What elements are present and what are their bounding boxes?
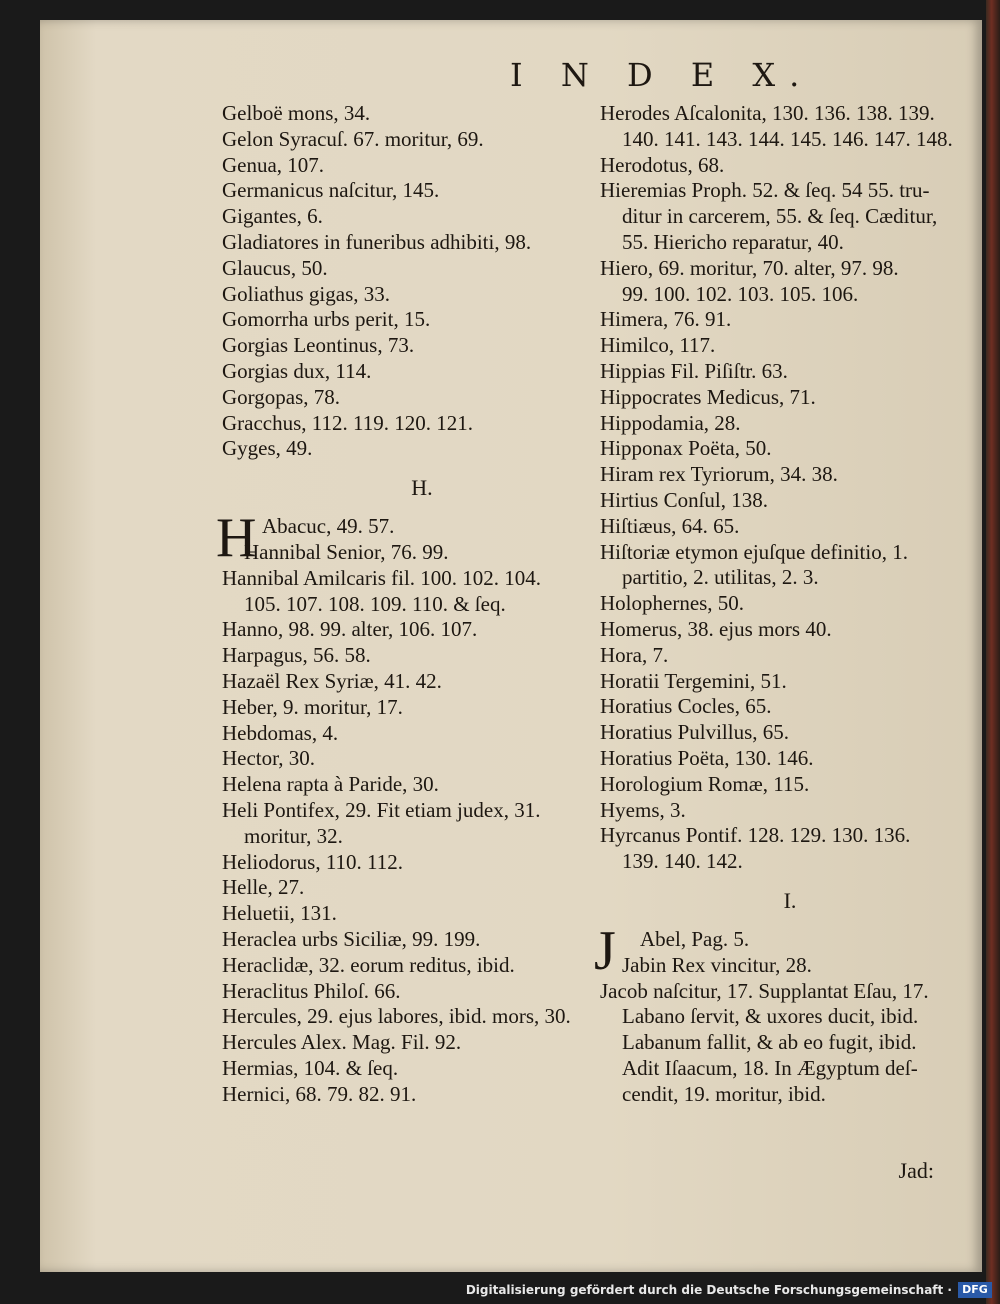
drop-cap: H xyxy=(216,507,257,570)
index-entry: Hieremias Proph. 52. & ſeq. 54 55. tru- xyxy=(600,178,930,203)
index-entry: 140. 141. 143. 144. 145. 146. 147. 148. xyxy=(622,126,953,151)
book-page xyxy=(40,20,982,1272)
index-entry: Gigantes, 6. xyxy=(222,204,323,229)
index-entry: 105. 107. 108. 109. 110. & ſeq. xyxy=(244,591,506,616)
index-entry: Gracchus, 112. 119. 120. 121. xyxy=(222,410,473,435)
index-entry: Gomorrha urbs perit, 15. xyxy=(222,307,431,332)
index-group-h-cont xyxy=(600,101,980,875)
index-entry: Hermias, 104. & ſeq. xyxy=(222,1055,399,1080)
dfg-logo-icon: DFG xyxy=(958,1282,992,1298)
index-entry: Gyges, 49. xyxy=(222,436,313,461)
left-column xyxy=(216,101,622,1107)
index-entry: Hirtius Conſul, 138. xyxy=(600,487,769,512)
index-entry: Heraclitus Philoſ. 66. xyxy=(222,978,401,1003)
index-entry: Heraclea urbs Siciliæ, 99. 199. xyxy=(222,926,481,951)
index-entry: Hector, 30. xyxy=(222,746,316,771)
index-entry: Hyems, 3. xyxy=(600,797,686,822)
index-entry: Jacob naſcitur, 17. Supplantat Eſau, 17. xyxy=(600,978,929,1003)
index-entry: Hiſtiæus, 64. 65. xyxy=(600,513,740,538)
index-entry: ditur in carcerem, 55. & ſeq. Cæditur, xyxy=(622,204,938,229)
index-entry: Himera, 76. 91. xyxy=(600,307,732,332)
index-entry: Gelon Syracuſ. 67. moritur, 69. xyxy=(222,126,484,151)
index-entry: Hanno, 98. 99. alter, 106. 107. xyxy=(222,617,478,642)
index-entry: Labanum fallit, & ab eo fugit, ibid. xyxy=(622,1030,917,1055)
index-group-h xyxy=(222,540,622,1108)
index-entry: Hyrcanus Pontif. 128. 129. 130. 136. xyxy=(600,823,911,848)
index-entry: Hercules Alex. Mag. Fil. 92. xyxy=(222,1030,462,1055)
index-entry: Hannibal Amilcaris fil. 100. 102. 104. xyxy=(222,565,542,590)
index-entry: cendit, 19. moritur, ibid. xyxy=(622,1081,826,1106)
index-entry: Hippodamia, 28. xyxy=(600,410,741,435)
index-group-g xyxy=(222,101,622,462)
index-entry: Hipponax Poëta, 50. xyxy=(600,436,772,461)
footer-credit: Digitalisierung gefördert durch die Deutsche Forschungsgemeinschaft · xyxy=(465,1283,952,1297)
index-entry: moritur, 32. xyxy=(244,823,343,848)
index-entry: Hercules, 29. ejus labores, ibid. mors, 30. xyxy=(222,1004,571,1029)
index-entry: Herodes Aſcalonita, 130. 136. 138. 139. xyxy=(600,101,935,125)
index-entry: Helle, 27. xyxy=(222,875,305,900)
index-entry: Hippias Fil. Piſiſtr. 63. xyxy=(600,358,788,383)
index-entry-text: Abacuc, 49. 57. xyxy=(262,514,395,539)
index-entry: Horatius Poëta, 130. 146. xyxy=(600,745,814,770)
index-entry: 99. 100. 102. 103. 105. 106. xyxy=(622,281,859,306)
index-entry: Heluetii, 131. xyxy=(222,901,337,926)
index-entry: Jabin Rex vincitur, 28. xyxy=(622,952,812,977)
section-heading-i: I. xyxy=(783,887,797,913)
index-entry: Hazaël Rex Syriæ, 41. 42. xyxy=(222,668,442,693)
index-entry: Heber, 9. moritur, 17. xyxy=(222,694,403,719)
index-entry: Himilco, 117. xyxy=(600,333,716,358)
index-entry: partitio, 2. utilitas, 2. 3. xyxy=(622,565,819,590)
index-entry: 139. 140. 142. xyxy=(622,849,743,874)
index-entry: Gorgias Leontinus, 73. xyxy=(222,333,415,358)
index-entry: Heli Pontifex, 29. Fit etiam judex, 31. xyxy=(222,797,541,822)
index-entry: Homerus, 38. ejus mors 40. xyxy=(600,616,832,641)
footer-bar xyxy=(0,1276,1000,1304)
index-entry: Goliathus gigas, 33. xyxy=(222,281,390,306)
section-heading-h: H. xyxy=(411,475,433,501)
book-edge xyxy=(986,0,1000,1304)
index-entry-text: Abel, Pag. 5. xyxy=(640,926,750,951)
index-entry: Herodotus, 68. xyxy=(600,152,725,177)
index-entry: Hannibal Senior, 76. 99. xyxy=(244,539,449,564)
index-entry: Hora, 7. xyxy=(600,642,669,667)
index-entry: Hippocrates Medicus, 71. xyxy=(600,384,816,409)
index-entry: Gladiatores in funeribus adhibiti, 98. xyxy=(222,229,532,254)
index-entry: Horatii Tergemini, 51. xyxy=(600,668,787,693)
index-entry: Horatius Pulvillus, 65. xyxy=(600,720,790,745)
index-entry: Horologium Romæ, 115. xyxy=(600,771,810,796)
index-entry: Germanicus naſcitur, 145. xyxy=(222,178,440,203)
index-entry: Heraclidæ, 32. eorum reditus, ibid. xyxy=(222,952,515,977)
index-entry: Glaucus, 50. xyxy=(222,255,328,280)
index-entry: Heliodorus, 110. 112. xyxy=(222,849,404,874)
index-entry: Hiram rex Tyriorum, 34. 38. xyxy=(600,462,838,487)
index-entry: Holophernes, 50. xyxy=(600,591,745,616)
index-entry: Hebdomas, 4. xyxy=(222,720,339,745)
index-entry: Helena rapta à Paride, 30. xyxy=(222,772,439,797)
index-entry: Gelboë mons, 34. xyxy=(222,101,371,125)
page-header: I N D E X. xyxy=(510,56,814,94)
drop-cap: J xyxy=(594,919,616,982)
index-entry: Genua, 107. xyxy=(222,152,325,177)
index-entry: Hiſtoriæ etymon ejuſque definitio, 1. xyxy=(600,539,908,564)
index-entry: Labano ſervit, & uxores ducit, ibid. xyxy=(622,1004,919,1029)
index-entry: Horatius Cocles, 65. xyxy=(600,694,772,719)
index-entry: Hiero, 69. moritur, 70. alter, 97. 98. xyxy=(600,255,899,280)
index-entry: Adit Iſaacum, 18. In Ægyptum deſ- xyxy=(622,1055,918,1080)
catchword: Jad: xyxy=(898,1158,934,1183)
index-entry: 55. Hiericho reparatur, 40. xyxy=(622,229,844,254)
index-entry: Gorgopas, 78. xyxy=(222,384,341,409)
index-entry: Harpagus, 56. 58. xyxy=(222,643,371,668)
index-entry: Gorgias dux, 114. xyxy=(222,358,372,383)
index-entry: Hernici, 68. 79. 82. 91. xyxy=(222,1081,417,1106)
index-group-j xyxy=(600,953,980,1108)
right-column xyxy=(594,101,980,1107)
